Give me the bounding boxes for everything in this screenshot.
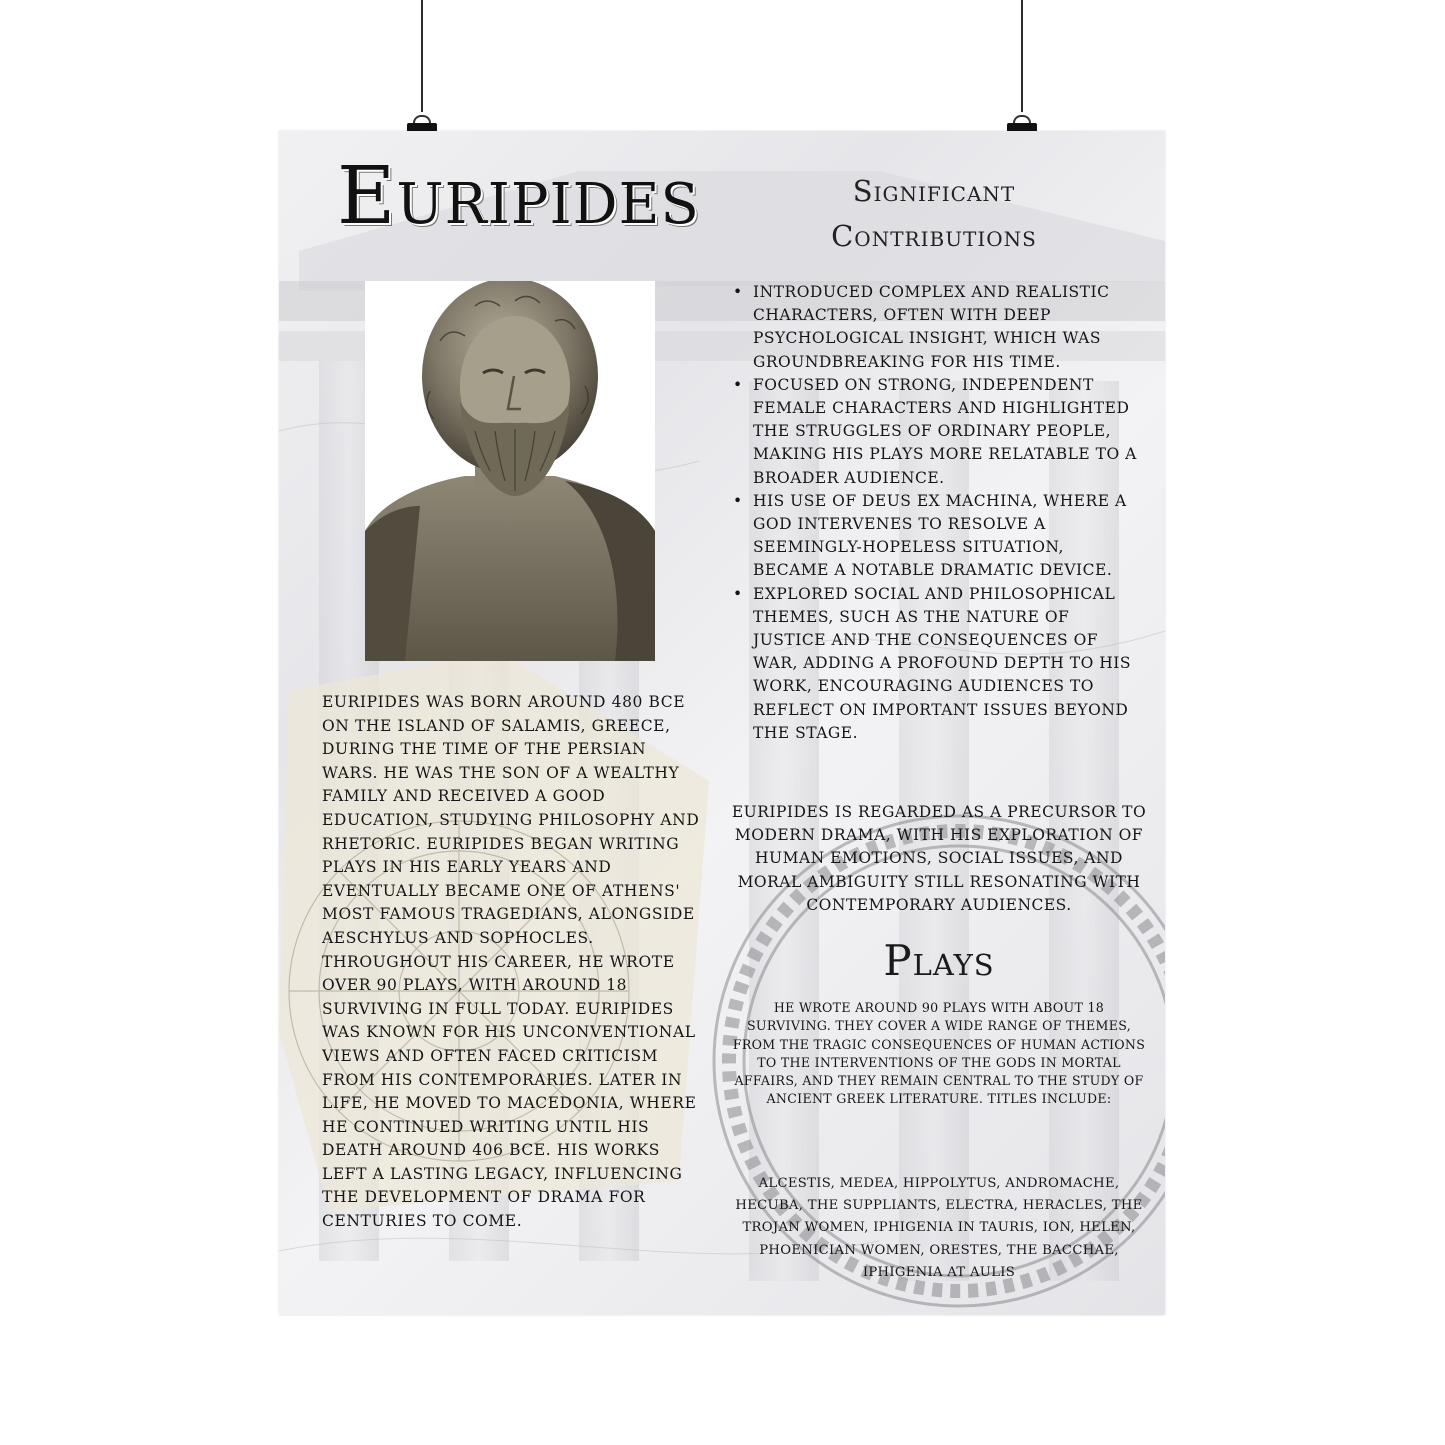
list-item bbox=[731, 490, 1143, 583]
bullet-icon: • bbox=[733, 491, 743, 510]
hanging-wire-left bbox=[421, 0, 423, 112]
plays-titles-list: ALCESTIS, MEDEA, HIPPOLYTUS, ANDROMACHE, HECUBA, THE SUPPLIANTS, ELECTRA, HERACLES, THE TROJAN WOMEN, IPHIGENIA IN TAURIS, ION, HELEN, PHOENICIAN WOMEN, ORESTES, THE BACCHAE, IPHIGENIA AT AULIS bbox=[735, 1176, 1143, 1280]
contributions-heading: Significant Contributions bbox=[831, 174, 1037, 253]
list-item-text: HIS USE OF DEUS EX MACHINA, WHERE A GOD INTERVENES TO RESOLVE A SEEMINGLY-HOPELESS SITUATION, BECAME A NOTABLE DRAMATIC DEVICE. bbox=[753, 491, 1127, 580]
list-item-text: EXPLORED SOCIAL AND PHILOSOPHICAL THEMES, SUCH AS THE NATURE OF JUSTICE AND THE CONSEQUENCES OF WAR, ADDING A PROFOUND DEPTH TO HIS WORK, ENCOURAGING AUDIENCES TO REFLECT ON IMPORTANT ISSUES BEYOND THE STAGE. bbox=[753, 584, 1131, 742]
bullet-icon: • bbox=[733, 584, 743, 603]
bullet-icon: • bbox=[733, 375, 743, 394]
list-item-text: INTRODUCED COMPLEX AND REALISTIC CHARACTERS, OFTEN WITH DEEP PSYCHOLOGICAL INSIGHT, WHICH WAS GROUNDBREAKING FOR HIS TIME. bbox=[753, 283, 1110, 371]
list-item-text: FOCUSED ON STRONG, INDEPENDENT FEMALE CHARACTERS AND HIGHLIGHTED THE STRUGGLES OF ORDINARY PEOPLE, MAKING HIS PLAYS MORE RELATABLE TO A BROADER AUDIENCE. bbox=[753, 375, 1137, 487]
list-item bbox=[731, 374, 1143, 490]
plays-description: HE WROTE AROUND 90 PLAYS WITH ABOUT 18 SURVIVING. THEY COVER A WIDE RANGE OF THEMES, FROM THE TRAGIC CONSEQUENCES OF HUMAN ACTIONS TO THE INTERVENTIONS OF THE GODS IN MORTAL AFFAIRS, AND THEY REMAIN CENTRAL TO THE STUDY OF ANCIENT GREEK LITERATURE. TITLES INCLUDE: bbox=[732, 1000, 1146, 1107]
bullet-icon: • bbox=[733, 283, 743, 301]
poster bbox=[279, 131, 1165, 1315]
list-item bbox=[731, 583, 1143, 745]
plays-heading: Plays bbox=[883, 936, 995, 985]
list-item bbox=[731, 281, 1143, 374]
hanging-wire-right bbox=[1021, 0, 1023, 112]
biography-text: EURIPIDES WAS BORN AROUND 480 BCE ON THE ISLAND OF SALAMIS, GREECE, DURING THE TIME OF THE PERSIAN WARS. HE WAS THE SON OF A WEALTHY FAMILY AND RECEIVED A GOOD EDUCATION, STUDYING PHILOSOPHY AND RHETORIC. EURIPIDES BEGAN WRITING PLAYS IN HIS EARLY YEARS AND EVENTUALLY BECAME ONE OF ATHENS' MOST FAMOUS TRAGEDIANS, ALONGSIDE AESCHYLUS AND SOPHOCLES. THROUGHOUT HIS CAREER, HE WROTE OVER 90 PLAYS, WITH AROUND 18 SURVIVING IN FULL TODAY. EURIPIDES WAS KNOWN FOR HIS UNCONVENTIONAL VIEWS AND OFTEN FACED CRITICISM FROM HIS CONTEMPORARIES. LATER IN LIFE, HE MOVED TO MACEDONIA, WHERE HE CONTINUED WRITING UNTIL HIS DEATH AROUND 406 BCE. HIS WORKS LEFT A LASTING LEGACY, INFLUENCING THE DEVELOPMENT OF DRAMA FOR CENTURIES TO COME. bbox=[322, 693, 700, 1231]
legacy-text: EURIPIDES IS REGARDED AS A PRECURSOR TO MODERN DRAMA, WITH HIS EXPLORATION OF HUMAN EMOTIONS, SOCIAL ISSUES, AND MORAL AMBIGUITY STILL RESONATING WITH CONTEMPORARY AUDIENCES. bbox=[731, 803, 1147, 914]
poster-title: Euripides bbox=[337, 149, 700, 242]
euripides-bust-image bbox=[365, 281, 655, 661]
contributions-list bbox=[731, 281, 1143, 745]
